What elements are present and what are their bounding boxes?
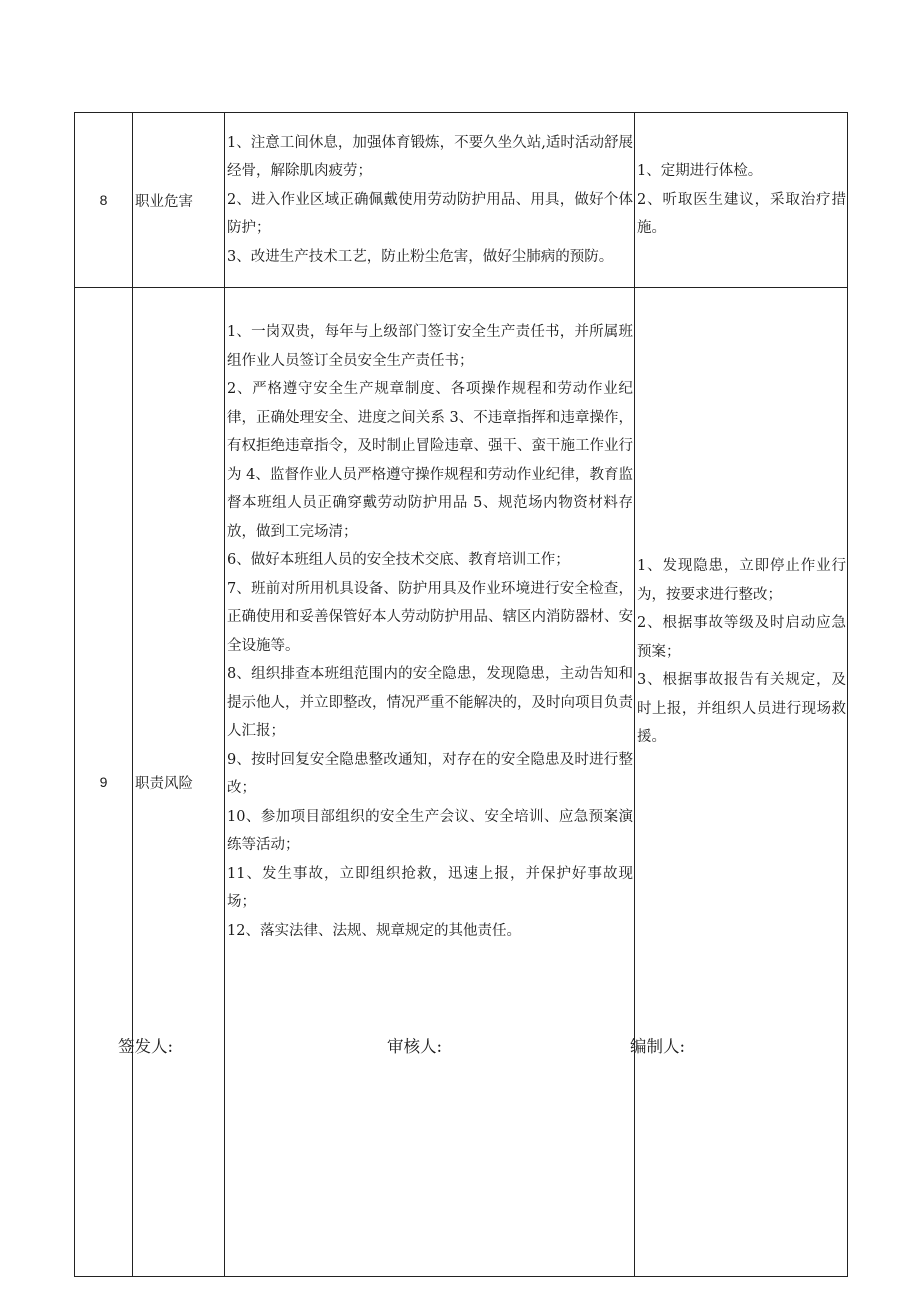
measure-item: 12、落实法律、法规、规章规定的其他责任。 bbox=[227, 922, 521, 939]
risk-category: 职责风险 bbox=[133, 288, 225, 1277]
row-number: 9 bbox=[75, 288, 133, 1277]
measure-item: 1、注意工间休息，加强体育锻炼，不要久坐久站,适时活动舒展经骨，解除肌肉疲劳； bbox=[227, 134, 633, 180]
table-row bbox=[75, 288, 848, 1277]
measure-item: 1、一岗双贵，每年与上级部门签订安全生产责任书，并所属班组作业人员签订全员安全生产责任书； bbox=[227, 324, 633, 369]
emergency-item: 1、发现隐患，立即停止作业行为，按要求进行整改； bbox=[637, 558, 846, 603]
emergency-item: 2、听取医生建议，采取治疗措施。 bbox=[637, 191, 846, 237]
measure-item: 9、按时回复安全隐患整改通知，对存在的安全隐患及时进行整改； bbox=[227, 751, 633, 796]
measure-item: 10、参加项目部组织的安全生产会议、安全培训、应急预案演练等活动； bbox=[227, 808, 633, 853]
measure-item: 8、组织排查本班组范围内的安全隐患，发现隐患，主动告知和提示他人，并立即整改，情况严重不能解决的，及时向项目负责人汇报； bbox=[227, 666, 633, 739]
measure-item: 6、做好本班组人员的安全技术交底、教育培训工作； bbox=[227, 552, 570, 568]
emergency-item: 1、定期进行体检。 bbox=[637, 163, 763, 180]
emergency-item: 3、根据事故报告有关规定，及时上报，并组织人员进行现场救援。 bbox=[637, 672, 846, 745]
emergency-measures bbox=[635, 113, 848, 288]
measure-item: 7、班前对所用机具设备、防护用具及作业环境进行安全检查，正确使用和妥善保管好本人劳动防护用品、辖区内消防器材、安全设施等。 bbox=[227, 580, 633, 654]
table-row bbox=[75, 113, 848, 288]
risk-category: 职业危害 bbox=[133, 113, 225, 288]
control-measures bbox=[225, 288, 635, 1277]
reviewer-signature-label: 审核人: bbox=[387, 1037, 443, 1056]
risk-table bbox=[74, 112, 848, 1277]
compiler-signature-label: 编制人: bbox=[630, 1037, 686, 1056]
measure-item: 11、发生事故，立即组织抢救，迅速上报，并保护好事故现场； bbox=[227, 865, 633, 910]
emergency-item: 2、根据事故等级及时启动应急预案； bbox=[637, 615, 846, 660]
control-measures bbox=[225, 113, 635, 288]
measure-item: 3、改进生产技术工艺，防止粉尘危害，做好尘肺病的预防。 bbox=[227, 248, 614, 265]
measure-item: 2、进入作业区域正确佩戴使用劳动防护用品、用具，做好个体防护； bbox=[227, 191, 633, 237]
issuer-signature-label: 签发人: bbox=[118, 1037, 174, 1056]
emergency-measures bbox=[635, 288, 848, 1277]
row-number: 8 bbox=[75, 113, 133, 288]
measure-item: 2、严格遵守安全生产规章制度、各项操作规程和劳动作业纪律，正确处理安全、进度之间关系 3、不违章指挥和违章操作，有权拒绝违章指令，及时制止冒险违章、强干、蛮干施工作业行为 4、监督作业人员严格遵守操作规程和劳动作业纪律，教育监督本班组人员正确穿戴劳动防护用品 5、规范场内物资材料存放，做到工完场清； bbox=[227, 381, 633, 540]
